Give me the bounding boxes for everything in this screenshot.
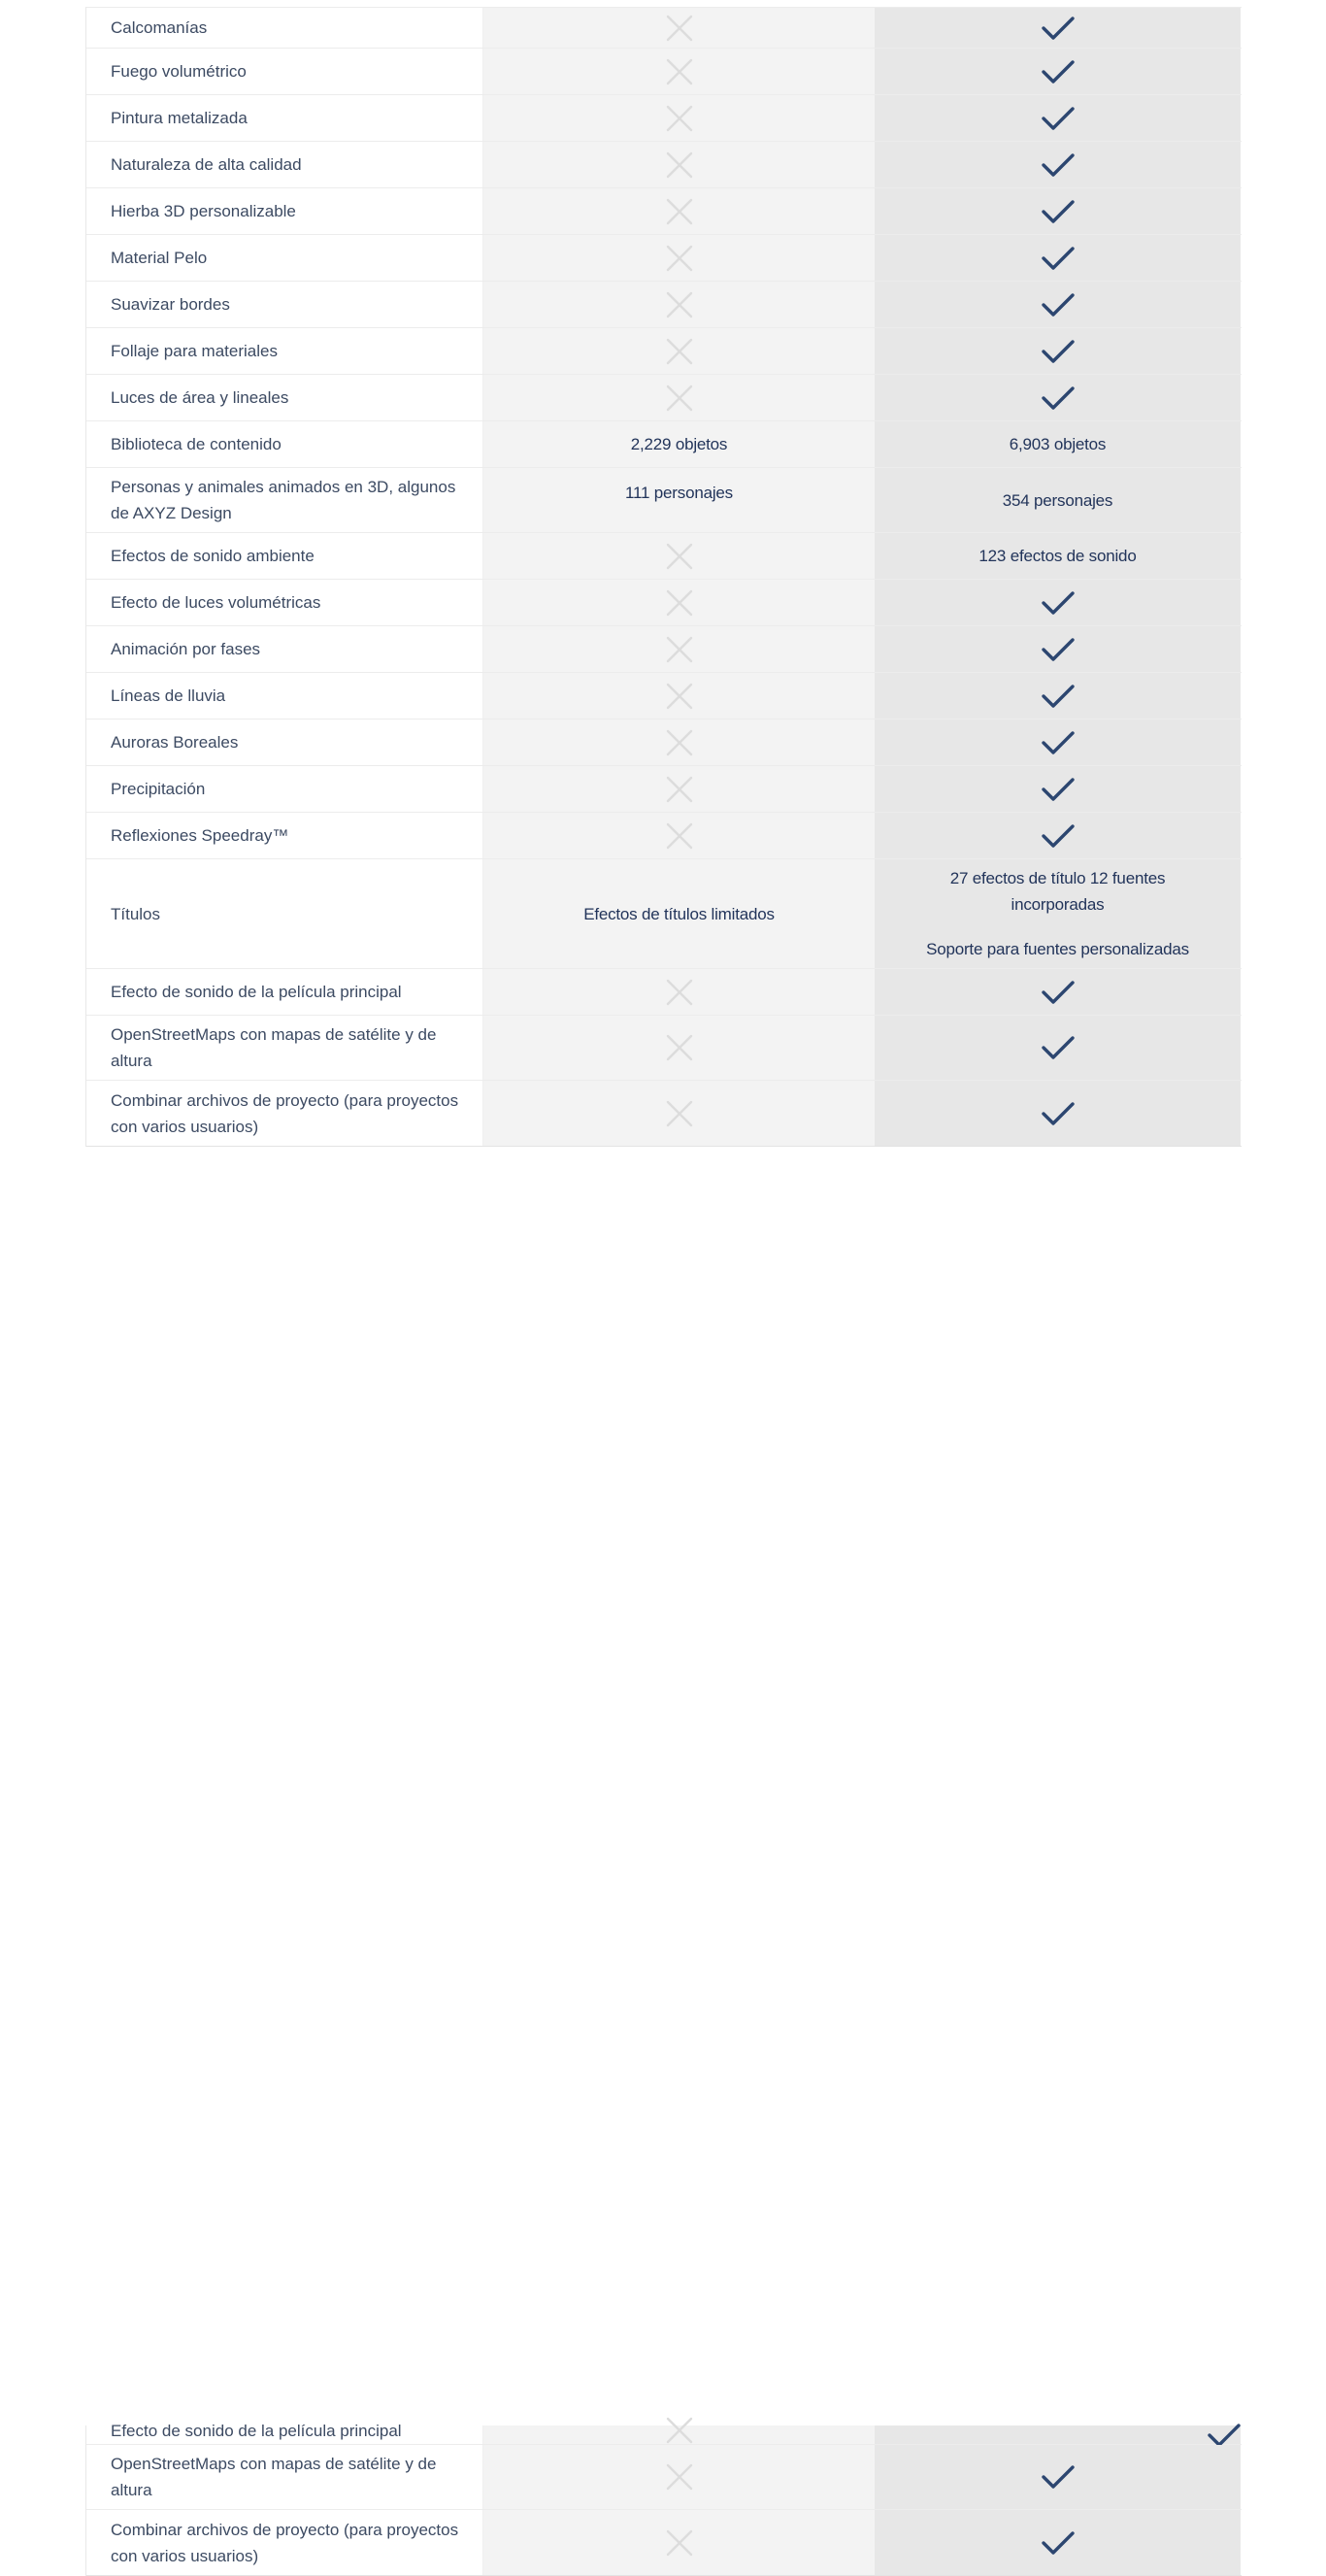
check-icon [1042,980,1075,1005]
cross-icon [666,245,693,272]
table-row [86,969,1242,1016]
pro-plan-cell [875,766,1241,812]
check-icon [1042,590,1075,616]
table-row [86,49,1242,95]
feature-label: Efectos de sonido ambiente [86,533,483,579]
feature-label: Follaje para materiales [86,328,483,374]
pro-plan-cell [875,8,1241,48]
table-row [86,533,1242,580]
check-icon [1042,2464,1075,2490]
feature-label: Efecto de luces volumétricas [86,580,483,625]
pro-plan-value-line: Soporte para fuentes personalizadas [926,940,1189,958]
basic-plan-cell [483,282,875,327]
feature-label: Material Pelo [86,235,483,281]
basic-plan-cell [483,673,875,719]
check-icon [1042,637,1075,662]
check-icon [1042,246,1075,271]
check-icon [1042,152,1075,178]
table-row [86,719,1242,766]
check-icon [1042,339,1075,364]
basic-plan-cell [483,421,875,467]
pro-plan-cell [875,673,1241,719]
cross-icon [666,2463,693,2491]
feature-label: OpenStreetMaps con mapas de satélite y de altura [86,1016,483,1080]
cross-icon [666,589,693,617]
basic-plan-cell [483,2445,875,2509]
comparison-table-continued-viewport [0,1213,1326,2565]
feature-label: Reflexiones Speedray™ [86,813,483,858]
pro-plan-cell [875,282,1241,327]
cross-icon [666,105,693,132]
cross-icon [666,291,693,318]
feature-label: Naturaleza de alta calidad [86,142,483,187]
cross-icon [666,979,693,1006]
pro-plan-cell [875,1081,1241,1146]
feature-label: Combinar archivos de proyecto (para proyectos con varios usuarios) [86,1081,483,1146]
cross-icon [666,338,693,365]
check-icon [1042,730,1075,755]
basic-plan-cell [483,375,875,420]
pro-plan-value: 6,903 objetos [1009,435,1107,453]
basic-plan-cell [483,142,875,187]
feature-label: Combinar archivos de proyecto (para proyectos con varios usuarios) [86,2510,483,2575]
pro-plan-cell [875,328,1241,374]
feature-label: Fuego volumétrico [86,49,483,94]
table-row [86,859,1242,969]
pro-plan-cell [875,95,1241,141]
feature-label: Personas y animales animados en 3D, algunos de AXYZ Design [86,468,483,532]
check-icon [1042,106,1075,131]
basic-plan-cell [483,188,875,234]
cross-icon [666,15,693,42]
basic-plan-cell [483,813,875,858]
check-icon [1042,199,1075,224]
pro-plan-cell [875,188,1241,234]
pro-plan-value: 354 personajes [1002,490,1113,510]
feature-label: Precipitación [86,766,483,812]
cross-icon [666,1034,693,1061]
basic-plan-cell [483,1081,875,1146]
pro-plan-cell [875,49,1241,94]
table-row [86,95,1242,142]
basic-plan-value: 2,229 objetos [630,435,728,453]
check-icon [1042,292,1075,318]
table-row [86,421,1242,468]
feature-label: Efecto de sonido de la película principal [86,2425,483,2444]
cross-icon [666,822,693,850]
feature-label: Suavizar bordes [86,282,483,327]
pro-plan-cell [875,813,1241,858]
cross-icon [666,1100,693,1127]
pro-plan-cell [875,2425,1241,2444]
basic-plan-cell [483,766,875,812]
table-row [86,282,1242,328]
basic-plan-cell [483,859,875,968]
table-row [86,1081,1242,1147]
table-row [86,468,1242,533]
feature-label: Luces de área y lineales [86,375,483,420]
cross-icon [666,543,693,570]
basic-plan-cell [483,2510,875,2575]
basic-plan-cell [483,2425,875,2444]
table-row [86,580,1242,626]
cross-icon [666,2529,693,2557]
basic-plan-cell [483,1016,875,1080]
pro-plan-cell [875,142,1241,187]
table-row [86,1016,1242,1081]
pro-plan-cell [875,719,1241,765]
table-row [86,2422,1242,2445]
pro-plan-cell [875,2445,1241,2509]
feature-label: Auroras Boreales [86,719,483,765]
feature-label: OpenStreetMaps con mapas de satélite y de altura [86,2445,483,2509]
basic-plan-cell [483,49,875,94]
feature-label: Pintura metalizada [86,95,483,141]
feature-label: Líneas de lluvia [86,673,483,719]
table-row [86,813,1242,859]
table-row [86,328,1242,375]
check-icon [1042,59,1075,84]
basic-plan-value: 111 personajes [625,484,733,502]
cross-icon [666,151,693,179]
basic-plan-cell [483,626,875,672]
pro-plan-cell [875,421,1241,467]
pro-plan-cell [875,626,1241,672]
pro-plan-cell [875,969,1241,1015]
table-row [86,142,1242,188]
basic-plan-cell [483,468,875,532]
cross-icon [666,683,693,710]
table-row [86,188,1242,235]
check-icon [1042,16,1075,41]
pro-plan-value: 123 efectos de sonido [978,547,1137,565]
cross-icon [666,2417,693,2444]
check-icon [1042,823,1075,849]
pro-plan-cell [875,375,1241,420]
basic-plan-cell [483,235,875,281]
pro-plan-value-line: incorporadas [1011,895,1105,914]
feature-label: Animación por fases [86,626,483,672]
check-icon [1208,2423,1241,2448]
basic-plan-cell [483,8,875,48]
basic-plan-cell [483,580,875,625]
cross-icon [666,58,693,85]
check-icon [1042,385,1075,411]
check-icon [1042,2530,1075,2556]
basic-plan-value: Efectos de títulos limitados [583,904,775,923]
basic-plan-cell [483,969,875,1015]
check-icon [1042,1035,1075,1060]
table-row [86,626,1242,673]
table-row [86,2510,1242,2576]
cross-icon [666,385,693,412]
table-row [86,2445,1242,2510]
basic-plan-cell [483,328,875,374]
pro-plan-cell [875,859,1241,968]
pro-plan-value-line: 27 efectos de título 12 fuentes [949,869,1166,887]
table-row [86,235,1242,282]
feature-label: Hierba 3D personalizable [86,188,483,234]
cross-icon [666,776,693,803]
basic-plan-cell [483,533,875,579]
cross-icon [666,636,693,663]
comparison-table-continued [85,2422,1242,2576]
basic-plan-cell [483,95,875,141]
feature-label: Calcomanías [86,8,483,48]
pro-plan-cell [875,235,1241,281]
comparison-table [85,7,1242,1147]
table-row [86,766,1242,813]
feature-label: Efecto de sonido de la película principal [86,969,483,1015]
check-icon [1042,777,1075,802]
pro-plan-cell [875,580,1241,625]
cross-icon [666,729,693,756]
feature-label: Biblioteca de contenido [86,421,483,467]
table-row [86,673,1242,719]
check-icon [1042,1101,1075,1126]
pro-plan-cell [875,2510,1241,2575]
cross-icon [666,198,693,225]
table-row [86,375,1242,421]
check-icon [1042,684,1075,709]
pro-plan-cell [875,468,1241,532]
pro-plan-cell [875,1016,1241,1080]
basic-plan-cell [483,719,875,765]
pro-plan-cell [875,533,1241,579]
feature-label: Títulos [86,859,483,968]
table-row [86,8,1242,49]
